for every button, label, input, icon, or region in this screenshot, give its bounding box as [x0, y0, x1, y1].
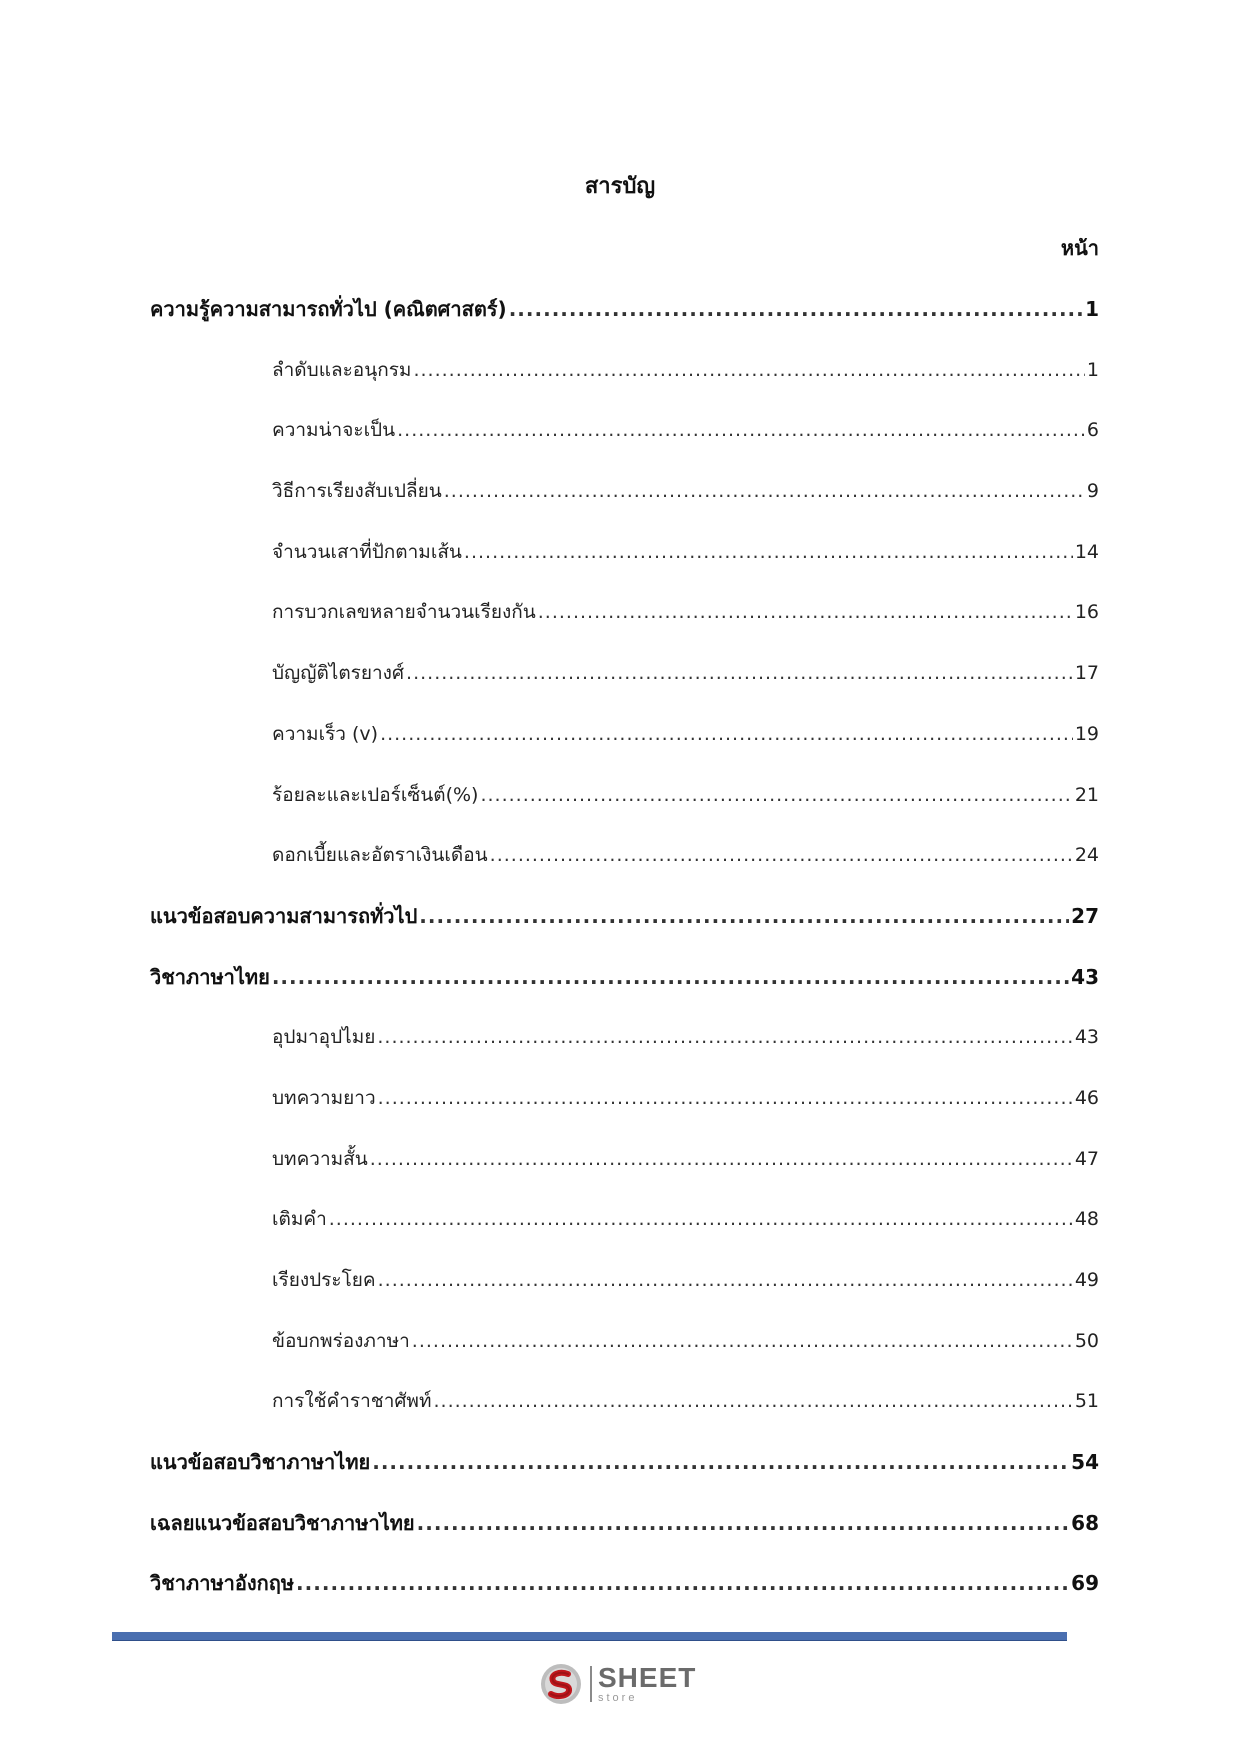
toc-entry[interactable]	[150, 1447, 1099, 1508]
toc-entry-label: แนวข้อสอบวิชาภาษาไทย	[150, 1450, 371, 1475]
page-column-header: หน้า	[1060, 236, 1099, 260]
toc-entry[interactable]	[150, 294, 1099, 355]
dot-leader	[377, 1022, 1072, 1052]
toc-entry-label: วิธีการเรียงสับเปลี่ยน	[272, 480, 442, 503]
toc-entry[interactable]	[150, 840, 1099, 901]
toc-entry-label: จำนวนเสาที่ปักตามเส้น	[272, 540, 462, 563]
dot-leader	[417, 1508, 1070, 1538]
toc-entry-label: ลำดับและอนุกรม	[272, 358, 412, 381]
toc-entry-label: บัญญัติไตรยางศ์	[272, 662, 405, 685]
footer-divider-bar	[112, 1632, 1067, 1641]
toc-entry[interactable]	[150, 719, 1099, 780]
logo-brand-text: SHEET	[598, 1662, 697, 1693]
toc-entry-page: 48	[1074, 1208, 1099, 1231]
toc-entry[interactable]	[150, 1508, 1099, 1569]
toc-entry-label: ความน่าจะเป็น	[272, 419, 396, 442]
toc-entry[interactable]	[150, 355, 1099, 416]
toc-entry-label: บทความสั้น	[272, 1147, 368, 1170]
toc-entry-label: ความเร็ว (v)	[272, 722, 379, 745]
toc-entry[interactable]	[150, 537, 1099, 598]
toc-entry-label: การบวกเลขหลายจำนวนเรียงกัน	[272, 601, 536, 624]
toc-entry-label: เรียงประโยค	[272, 1269, 376, 1291]
toc-entry[interactable]	[150, 1326, 1099, 1387]
dot-leader	[397, 415, 1085, 445]
toc-entry-label: ดอกเบี้ยและอัตราเงินเดือน	[272, 844, 488, 867]
dot-leader	[444, 476, 1085, 506]
toc-entry-page: 1	[1086, 358, 1099, 381]
toc-entry[interactable]	[150, 1083, 1099, 1144]
dot-leader	[412, 1326, 1073, 1356]
toc-entry[interactable]	[150, 476, 1099, 537]
toc-entry[interactable]	[150, 901, 1099, 962]
toc-entry-page: 54	[1071, 1450, 1099, 1475]
dot-leader	[370, 1144, 1073, 1174]
toc-entry-page: 43	[1071, 964, 1099, 989]
page-title: สารบัญ	[584, 174, 656, 199]
dot-leader	[413, 355, 1084, 385]
toc-entry-page: 14	[1074, 540, 1099, 563]
logo-sub-text: store	[598, 1692, 638, 1704]
toc-entry-label: บทความยาว	[272, 1086, 376, 1109]
toc-entry-label: อุปมาอุปไมย	[272, 1026, 376, 1049]
toc-entry[interactable]	[150, 1386, 1099, 1447]
sheet-store-s-logo-icon	[538, 1661, 584, 1707]
dot-leader	[372, 1447, 1069, 1477]
toc-entry-page: 49	[1074, 1269, 1099, 1291]
toc-entry-page: 68	[1071, 1510, 1099, 1535]
toc-entry-page: 19	[1074, 722, 1099, 745]
dot-leader	[538, 597, 1073, 627]
dot-leader	[296, 1568, 1069, 1598]
dot-leader	[433, 1386, 1072, 1416]
toc-entry-label: การใช้คำราชาศัพท์	[272, 1390, 432, 1413]
toc-entry-label: วิชาภาษาไทย	[150, 964, 270, 989]
toc-entry-label: วิชาภาษาอังกฤษ	[150, 1571, 295, 1596]
toc-entry-label: ข้อบกพร่องภาษา	[272, 1329, 410, 1352]
dot-leader	[509, 294, 1083, 324]
dot-leader	[378, 1083, 1073, 1113]
toc-entry[interactable]	[150, 780, 1099, 841]
toc-entry[interactable]	[150, 415, 1099, 476]
toc-entry-page: 51	[1074, 1390, 1099, 1413]
toc-entry-page: 27	[1071, 903, 1099, 928]
toc-entry-page: 6	[1086, 419, 1099, 442]
logo-divider	[590, 1666, 592, 1702]
toc-entry-label: ร้อยละและเปอร์เซ็นต์(%)	[272, 783, 479, 806]
toc-entry[interactable]	[150, 1568, 1099, 1629]
toc-entry-page: 16	[1074, 601, 1099, 624]
toc-entry-page: 47	[1074, 1147, 1099, 1170]
toc-entry-label: แนวข้อสอบความสามารถทั่วไป	[150, 903, 418, 928]
toc-entry-label: เติมคำ	[272, 1208, 327, 1231]
toc-entry[interactable]	[150, 1265, 1099, 1326]
dot-leader	[419, 901, 1069, 931]
toc-entry-page: 46	[1074, 1086, 1099, 1109]
toc-entry-page: 50	[1074, 1329, 1099, 1352]
toc-entry-page: 24	[1074, 844, 1099, 867]
footer-logo	[538, 1658, 696, 1710]
logo-wordmark	[598, 1664, 696, 1704]
toc-entry[interactable]	[150, 597, 1099, 658]
toc-entry-page: 21	[1074, 783, 1099, 806]
dot-leader	[464, 537, 1073, 567]
dot-leader	[378, 1265, 1073, 1295]
toc-entry-page: 43	[1074, 1026, 1099, 1049]
dot-leader	[272, 962, 1069, 992]
toc-entry[interactable]	[150, 1022, 1099, 1083]
toc-entry-label: เฉลยแนวข้อสอบวิชาภาษาไทย	[150, 1510, 415, 1535]
toc-entry-page: 69	[1071, 1571, 1099, 1596]
toc-entry[interactable]	[150, 1144, 1099, 1205]
toc-entry-page: 9	[1086, 480, 1099, 503]
toc-entry-label: ความรู้ความสามารถทั่วไป (คณิตศาสตร์)	[150, 297, 507, 321]
toc-entry-page: 17	[1074, 662, 1099, 685]
toc-entry[interactable]	[150, 1204, 1099, 1265]
toc-entry[interactable]	[150, 658, 1099, 719]
table-of-contents	[150, 294, 1099, 1629]
dot-leader	[329, 1204, 1073, 1234]
toc-entry-page: 1	[1085, 297, 1099, 321]
dot-leader	[380, 719, 1073, 749]
dot-leader	[480, 780, 1072, 810]
dot-leader	[406, 658, 1073, 688]
toc-entry[interactable]	[150, 962, 1099, 1023]
dot-leader	[490, 840, 1073, 870]
